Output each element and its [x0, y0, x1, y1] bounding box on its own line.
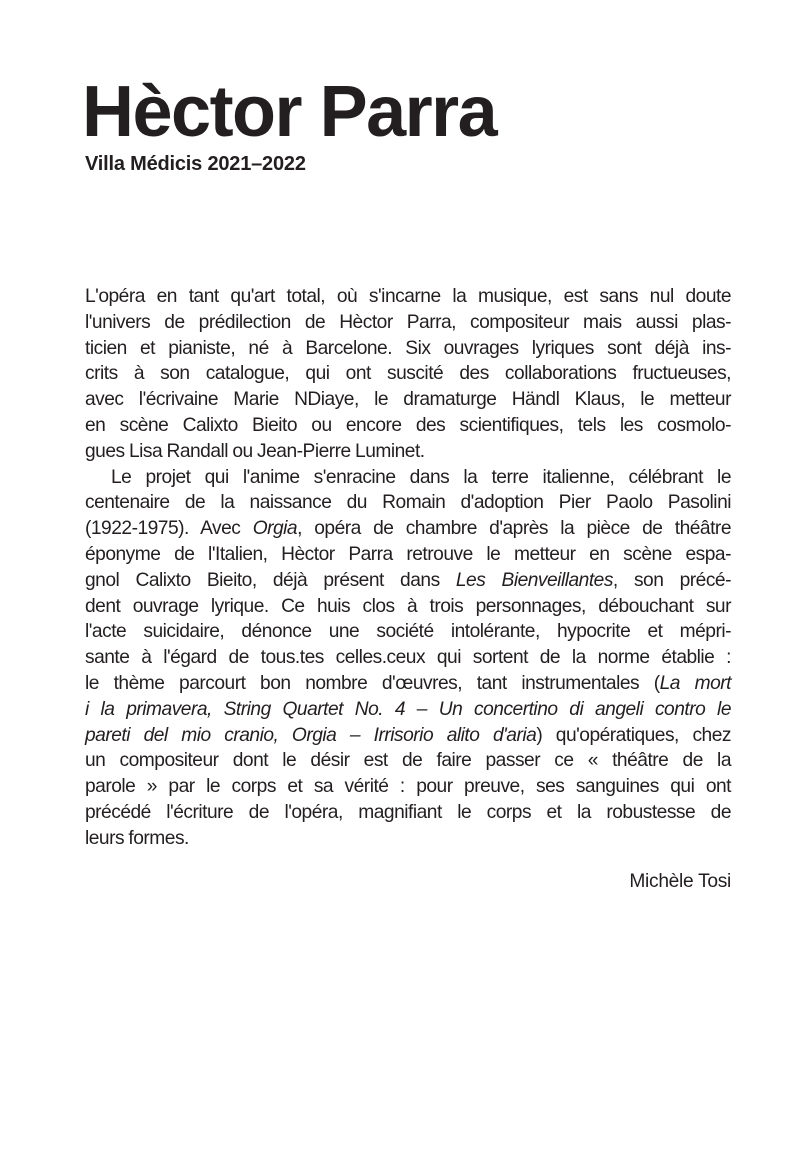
text-run: gues Lisa Randall ou Jean-Pierre Luminet. — [85, 440, 425, 462]
text-line — [85, 800, 731, 826]
text-run: le thème parcourt bon nombre d'œuvres, tant instrumentales ( — [85, 672, 660, 694]
work-title-italic: La mort — [659, 672, 731, 694]
text-run: ticien et pianiste, né à Barcelone. Six ouvrages lyriques sont déjà ins- — [85, 337, 731, 359]
text-run: , son précé- — [612, 569, 731, 591]
text-line — [85, 645, 731, 671]
text-run: centenaire de la naissance du Romain d'adoption Pier Paolo Pasolini — [85, 492, 731, 514]
text-line — [85, 361, 731, 387]
text-line — [85, 826, 731, 852]
text-line — [85, 336, 731, 362]
text-run: ) qu'opératiques, chez — [536, 724, 731, 746]
work-title-italic: pareti del mio cranio, Orgia – Irrisorio alito d'aria — [85, 724, 537, 746]
text-line — [85, 594, 731, 620]
text-run: un compositeur dont le désir est de faire passer ce « théâtre de la — [85, 750, 731, 772]
page-subtitle: Villa Médicis 2021–2022 — [85, 153, 306, 175]
text-line — [85, 671, 731, 697]
text-run: , opéra de chambre d'après la pièce de théâtre — [297, 518, 731, 540]
text-run: Le projet qui l'anime s'enracine dans la terre italienne, célébrant le — [111, 466, 731, 488]
text-line — [85, 774, 731, 800]
text-line — [85, 465, 731, 491]
author-signature: Michèle Tosi — [629, 871, 731, 892]
text-line — [85, 723, 731, 749]
text-line — [85, 490, 731, 516]
text-run: parole » par le corps et sa vérité : pour preuve, ses sanguines qui ont — [85, 776, 731, 798]
text-line — [85, 284, 731, 310]
work-title-italic: Les Bienveillantes — [455, 569, 613, 591]
text-line — [85, 697, 731, 723]
text-run: gnol Calixto Bieito, déjà présent dans — [85, 569, 456, 591]
text-line — [85, 748, 731, 774]
text-run: crits à son catalogue, qui ont suscité des collaborations fructueuses, — [85, 363, 731, 385]
text-run: l'univers de prédilection de Hèctor Parra, compositeur mais aussi plas- — [85, 311, 731, 333]
text-run: (1922-1975). Avec — [85, 518, 253, 540]
text-line — [85, 310, 731, 336]
page-title: Hèctor Parra — [82, 72, 497, 152]
text-line — [85, 516, 731, 542]
text-run: sante à l'égard de tous.tes celles.ceux qui sortent de la norme établie : — [85, 647, 731, 669]
article-body — [85, 284, 731, 852]
text-line — [85, 568, 731, 594]
text-run: leurs formes. — [85, 827, 189, 849]
text-line — [85, 439, 731, 465]
text-run: éponyme de l'Italien, Hèctor Parra retrouve le metteur en scène espa- — [85, 543, 731, 565]
text-line — [85, 619, 731, 645]
text-run: dent ouvrage lyrique. Ce huis clos à trois personnages, débouchant sur — [85, 595, 731, 617]
text-run: précédé l'écriture de l'opéra, magnifiant le corps et la robustesse de — [85, 801, 731, 823]
work-title-italic: i la primavera, String Quartet No. 4 – Un concertino di angeli contro le — [85, 698, 731, 720]
text-line — [85, 413, 731, 439]
text-run: avec l'écrivaine Marie NDiaye, le dramaturge Händl Klaus, le metteur — [85, 389, 731, 411]
work-title-italic: Orgia — [252, 518, 298, 540]
text-run: l'acte suicidaire, dénonce une société intolérante, hypocrite et mépri- — [85, 621, 731, 643]
text-run: L'opéra en tant qu'art total, où s'incarne la musique, est sans nul doute — [85, 286, 731, 307]
text-run: en scène Calixto Bieito ou encore des scientifiques, tels les cosmolo- — [85, 414, 731, 436]
text-line — [85, 387, 731, 413]
text-line — [85, 542, 731, 568]
